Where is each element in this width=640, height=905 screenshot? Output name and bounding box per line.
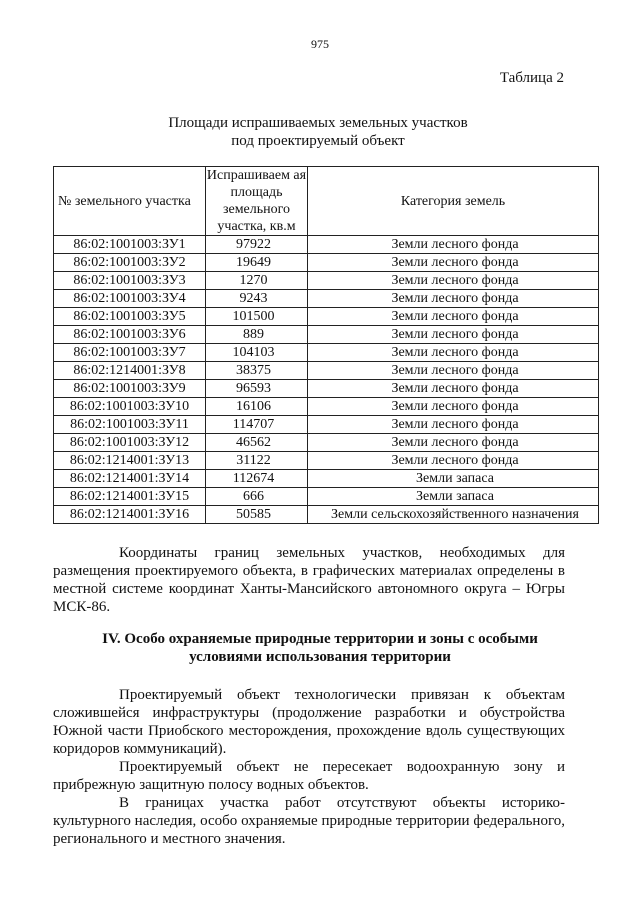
table-row bbox=[54, 344, 599, 362]
table-header-row bbox=[54, 167, 599, 236]
coordinates-paragraph: Координаты границ земельных участков, необходимых для размещения проектируемого объекта, в графических материалах определены в местной системе координат Ханты-Мансийского автономного округа – Югры МСК-86. bbox=[53, 545, 565, 615]
area-cell: 1270 bbox=[206, 272, 308, 290]
land-plots-table bbox=[53, 166, 599, 524]
plot-number-cell: 86:02:1001003:ЗУ11 bbox=[54, 416, 206, 434]
table-row bbox=[54, 254, 599, 272]
table-title-line: под проектируемый объект bbox=[231, 133, 405, 149]
column-header-land-category: Категория земель bbox=[308, 167, 599, 236]
category-cell: Земли лесного фонда bbox=[308, 236, 599, 254]
area-cell: 38375 bbox=[206, 362, 308, 380]
area-cell: 31122 bbox=[206, 452, 308, 470]
category-cell: Земли лесного фонда bbox=[308, 308, 599, 326]
column-header-plot-number: № земельного участка bbox=[54, 167, 206, 236]
area-cell: 889 bbox=[206, 326, 308, 344]
plot-number-cell: 86:02:1001003:ЗУ2 bbox=[54, 254, 206, 272]
plot-number-cell: 86:02:1214001:ЗУ16 bbox=[54, 506, 206, 524]
plot-number-cell: 86:02:1214001:ЗУ14 bbox=[54, 470, 206, 488]
table-row bbox=[54, 452, 599, 470]
table-row bbox=[54, 272, 599, 290]
category-cell: Земли лесного фонда bbox=[308, 380, 599, 398]
table-row bbox=[54, 236, 599, 254]
table-row bbox=[54, 434, 599, 452]
plot-number-cell: 86:02:1001003:ЗУ6 bbox=[54, 326, 206, 344]
area-cell: 112674 bbox=[206, 470, 308, 488]
area-cell: 16106 bbox=[206, 398, 308, 416]
table-row bbox=[54, 380, 599, 398]
plot-number-cell: 86:02:1001003:ЗУ5 bbox=[54, 308, 206, 326]
area-cell: 666 bbox=[206, 488, 308, 506]
table-row bbox=[54, 506, 599, 524]
plot-number-cell: 86:02:1001003:ЗУ7 bbox=[54, 344, 206, 362]
body-paragraph: В границах участка работ отсутствуют объекты историко-культурного наследия, особо охраняемые природные территории федерального, регионального и местного значения. bbox=[53, 795, 565, 847]
plot-number-cell: 86:02:1001003:ЗУ4 bbox=[54, 290, 206, 308]
table-row bbox=[54, 308, 599, 326]
area-cell: 97922 bbox=[206, 236, 308, 254]
area-cell: 19649 bbox=[206, 254, 308, 272]
table-title-line: Площади испрашиваемых земельных участков bbox=[168, 115, 468, 131]
category-cell: Земли лесного фонда bbox=[308, 254, 599, 272]
table-row bbox=[54, 470, 599, 488]
section-heading bbox=[60, 630, 580, 666]
body-paragraph: Проектируемый объект технологически привязан к объектам сложившейся инфраструктуры (продолжение разработки и обустройства Южной части Приобского месторождения, прохождение вдоль существующих коридоров коммуникаций). bbox=[53, 687, 565, 757]
plot-number-cell: 86:02:1214001:ЗУ15 bbox=[54, 488, 206, 506]
category-cell: Земли лесного фонда bbox=[308, 290, 599, 308]
area-cell: 50585 bbox=[206, 506, 308, 524]
area-cell: 96593 bbox=[206, 380, 308, 398]
table-title bbox=[128, 114, 508, 150]
table-row bbox=[54, 362, 599, 380]
area-cell: 46562 bbox=[206, 434, 308, 452]
page-number: 975 bbox=[311, 37, 329, 51]
plot-number-cell: 86:02:1001003:ЗУ10 bbox=[54, 398, 206, 416]
plot-number-cell: 86:02:1001003:ЗУ1 bbox=[54, 236, 206, 254]
plot-number-cell: 86:02:1214001:ЗУ13 bbox=[54, 452, 206, 470]
category-cell: Земли лесного фонда bbox=[308, 398, 599, 416]
table-row bbox=[54, 326, 599, 344]
area-cell: 9243 bbox=[206, 290, 308, 308]
table-row bbox=[54, 488, 599, 506]
column-header-area: Испрашиваем ая площадь земельного участка, кв.м bbox=[206, 168, 307, 234]
section-heading-line: IV. Особо охраняемые природные территории и зоны с особыми bbox=[102, 631, 538, 647]
plot-number-cell: 86:02:1001003:ЗУ12 bbox=[54, 434, 206, 452]
table-label: Таблица 2 bbox=[499, 70, 564, 86]
category-cell: Земли лесного фонда bbox=[308, 362, 599, 380]
area-cell: 101500 bbox=[206, 308, 308, 326]
category-cell: Земли сельскохозяйственного назначения bbox=[308, 506, 599, 524]
category-cell: Земли лесного фонда bbox=[308, 326, 599, 344]
area-cell: 114707 bbox=[206, 416, 308, 434]
area-cell: 104103 bbox=[206, 344, 308, 362]
table-row bbox=[54, 290, 599, 308]
category-cell: Земли запаса bbox=[308, 488, 599, 506]
category-cell: Земли лесного фонда bbox=[308, 416, 599, 434]
table-row bbox=[54, 416, 599, 434]
plot-number-cell: 86:02:1001003:ЗУ3 bbox=[54, 272, 206, 290]
category-cell: Земли запаса bbox=[308, 470, 599, 488]
table-row bbox=[54, 398, 599, 416]
category-cell: Земли лесного фонда bbox=[308, 344, 599, 362]
body-paragraph: Проектируемый объект не пересекает водоохранную зону и прибрежную защитную полосу водных объектов. bbox=[53, 759, 565, 793]
category-cell: Земли лесного фонда bbox=[308, 434, 599, 452]
category-cell: Земли лесного фонда bbox=[308, 452, 599, 470]
plot-number-cell: 86:02:1001003:ЗУ9 bbox=[54, 380, 206, 398]
category-cell: Земли лесного фонда bbox=[308, 272, 599, 290]
plot-number-cell: 86:02:1214001:ЗУ8 bbox=[54, 362, 206, 380]
section-heading-line: условиями использования территории bbox=[189, 649, 451, 665]
